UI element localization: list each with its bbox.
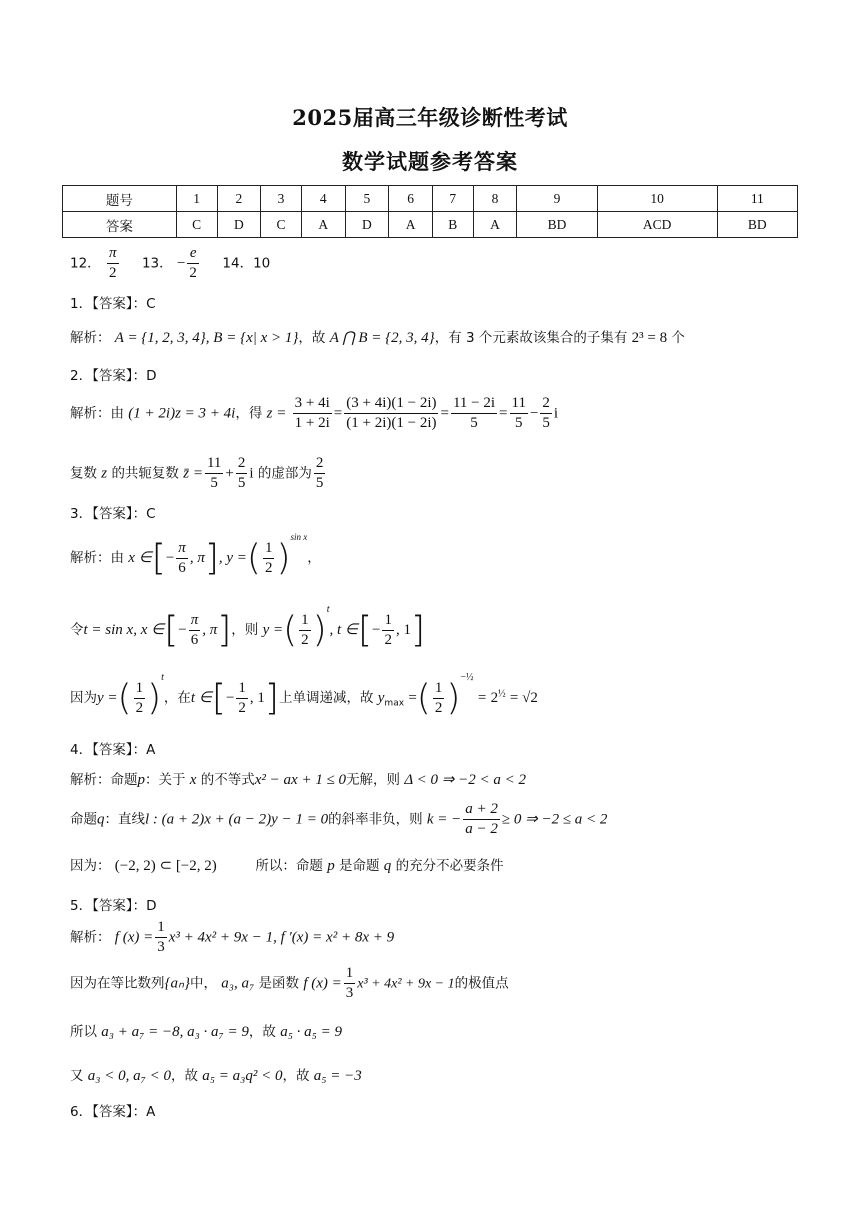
answer-cell: B: [432, 212, 473, 238]
fraction: $\frac{2}{5}$: [315, 455, 324, 491]
answer-cell: D: [345, 212, 389, 238]
q4-analysis-line2: 命题q：直线l : (a + 2)x + (a − 2)y − 1 = 0的斜率非负，则 k = − $\frac{a + 2}{a - 2}$ ≥ 0 ⇒ −2 ≤ a < 2: [70, 801, 608, 837]
number-cell: 8: [473, 186, 517, 212]
q1-heading: 1．【答案】：C: [70, 296, 156, 312]
q5-analysis-line2: 因为在等比数列{aₙ}中， a₃, a₇ 是函数 f (x) = $\frac{1}{3}$ x³ + 4x² + 9x − 1的极值点: [70, 965, 509, 1001]
answer-table: [62, 185, 798, 238]
q2-analysis-line2: 复数 z 的共轭复数 z̄ = $\frac{11}{5}$ + $\frac{2}{5}$ i 的虚部为 $\frac{2}{5}$: [70, 455, 324, 491]
fraction: $\frac{1}{2}$: [135, 679, 144, 716]
number-cell: 11: [717, 186, 797, 212]
q13-fraction: $\frac{e}{2}$: [189, 245, 197, 281]
answer-cell: D: [217, 212, 261, 238]
fraction: $\frac{1}{2}$: [238, 679, 246, 716]
fraction: $\frac{1}{3}$: [345, 965, 354, 1001]
q14-answer: 14．10: [222, 255, 271, 272]
fraction: $\frac{\pi}{6}$: [190, 611, 199, 648]
number-header-cell: 题号: [63, 186, 177, 212]
exam-title: 2025届高三年级诊断性考试: [292, 105, 568, 130]
q2-analysis-line1: 解析：由 (1 + 2i)z = 3 + 4i，得 z = $\frac{3 + 4i}{1 + 2i}$ = $\frac{(3 + 4i)(1 - 2i)}{(1 + 2i)(1 - 2i)}$ = $\frac{11 - 2i}{5}$ = $\frac{11}{5}$ − $\frac{2}{5}$ i: [70, 395, 559, 431]
fraction: $\frac{(3 + 4i)(1 - 2i)}{(1 + 2i)(1 - 2i)}$: [346, 395, 437, 431]
fraction: $\frac{1}{2}$: [434, 679, 443, 716]
answer-key-subtitle: 数学试题参考答案: [342, 149, 518, 174]
q12-label: 12．: [70, 255, 101, 272]
fraction: $\frac{a + 2}{a - 2}$: [465, 801, 498, 837]
number-cell: 6: [389, 186, 433, 212]
answer-table-answer-row: [63, 212, 798, 238]
q5-analysis-line1: 解析： f (x) = $\frac{1}{3}$ x³ + 4x² + 9x − 1, f ′(x) = x² + 8x + 9: [70, 919, 395, 955]
fraction: $\frac{11 - 2i}{5}$: [452, 395, 496, 431]
number-cell: 9: [517, 186, 597, 212]
answer-cell: C: [261, 212, 302, 238]
number-cell: 4: [301, 186, 345, 212]
number-cell: 3: [261, 186, 302, 212]
q3-analysis-line2: 令t = sin x, x ∈[− $\frac{\pi}{6}$ , π]，则 y =( $\frac{1}{2}$ )$^t$, t ∈[− $\frac{1}{2}$ , 1]: [70, 604, 426, 651]
q12-fraction: $\frac{\pi}{2}$: [108, 245, 117, 281]
q3-analysis-line1: 解析：由 x ∈[− $\frac{\pi}{6}$ , π], y =( $\frac{1}{2}$ )$^{sin x}$，: [70, 532, 321, 579]
fraction: $\frac{1}{2}$: [264, 539, 273, 576]
fraction: $\frac{11}{5}$: [511, 395, 526, 431]
answer-cell: A: [473, 212, 517, 238]
number-cell: 2: [217, 186, 261, 212]
answer-cell: A: [389, 212, 433, 238]
fraction: $\frac{11}{5}$: [206, 455, 222, 491]
fraction: $\frac{3 + 4i}{1 + 2i}$: [294, 395, 330, 431]
number-cell: 7: [432, 186, 473, 212]
q4-analysis-line1: 解析：命题p：关于 x 的不等式x² − ax + 1 ≤ 0无解，则 Δ < 0 ⇒ −2 < a < 2: [70, 772, 526, 788]
fraction: $\frac{1}{3}$: [157, 919, 165, 955]
number-cell: 1: [176, 186, 217, 212]
fraction: $\frac{1}{2}$: [384, 611, 392, 648]
q4-heading: 4．【答案】：A: [70, 742, 156, 758]
q4-analysis-line3: 因为： (−2, 2) ⊂ [−2, 2) 所以：命题 p 是命题 q 的充分不必要条件: [70, 858, 504, 874]
q5-heading: 5．【答案】：D: [70, 898, 157, 914]
answer-cell: BD: [717, 212, 797, 238]
answer-cell: ACD: [597, 212, 717, 238]
fraction: $\frac{1}{2}$: [301, 611, 309, 648]
q6-heading: 6．【答案】：A: [70, 1104, 156, 1120]
fraction: $\frac{\pi}{6}$: [178, 539, 186, 576]
q3-heading: 3．【答案】：C: [70, 506, 156, 522]
answer-cell: C: [176, 212, 217, 238]
fraction: $\frac{2}{5}$: [542, 395, 550, 431]
fill-in-answers: 12． $\frac{\pi}{2}$ 13． − $\frac{e}{2}$ 14．10: [70, 245, 271, 281]
q1-analysis: 解析： A = {1, 2, 3, 4}, B = {x| x > 1}，故 A ⋂ B = {2, 3, 4}，有 3 个元素故该集合的子集有 2³ = 8 个: [70, 330, 685, 346]
number-cell: 5: [345, 186, 389, 212]
fraction: $\frac{2}{5}$: [237, 455, 246, 491]
answer-header-cell: 答案: [63, 212, 177, 238]
q2-heading: 2．【答案】：D: [70, 368, 157, 384]
q5-analysis-line4: 又 a₃ < 0, a₇ < 0，故 a₅ = a₃q² < 0，故 a₅ = −3: [70, 1068, 362, 1084]
answer-table-number-row: [63, 186, 798, 212]
answer-cell: A: [301, 212, 345, 238]
q5-analysis-line3: 所以 a₃ + a₇ = −8, a₃ · a₇ = 9，故 a₅ · a₅ = 9: [70, 1024, 343, 1040]
q3-analysis-line3: 因为y =( $\frac{1}{2}$ )$^t$，在t ∈[− $\frac{1}{2}$ , 1]上单调递减，故 $y_{max}$ =( $\frac{1}{2}$ )$^{-\frac{1}{2}} = 2^{\frac{1}{2}} = √2$: [70, 672, 538, 719]
q13-label: 13．: [141, 255, 173, 272]
number-cell: 10: [597, 186, 717, 212]
answer-cell: BD: [517, 212, 597, 238]
